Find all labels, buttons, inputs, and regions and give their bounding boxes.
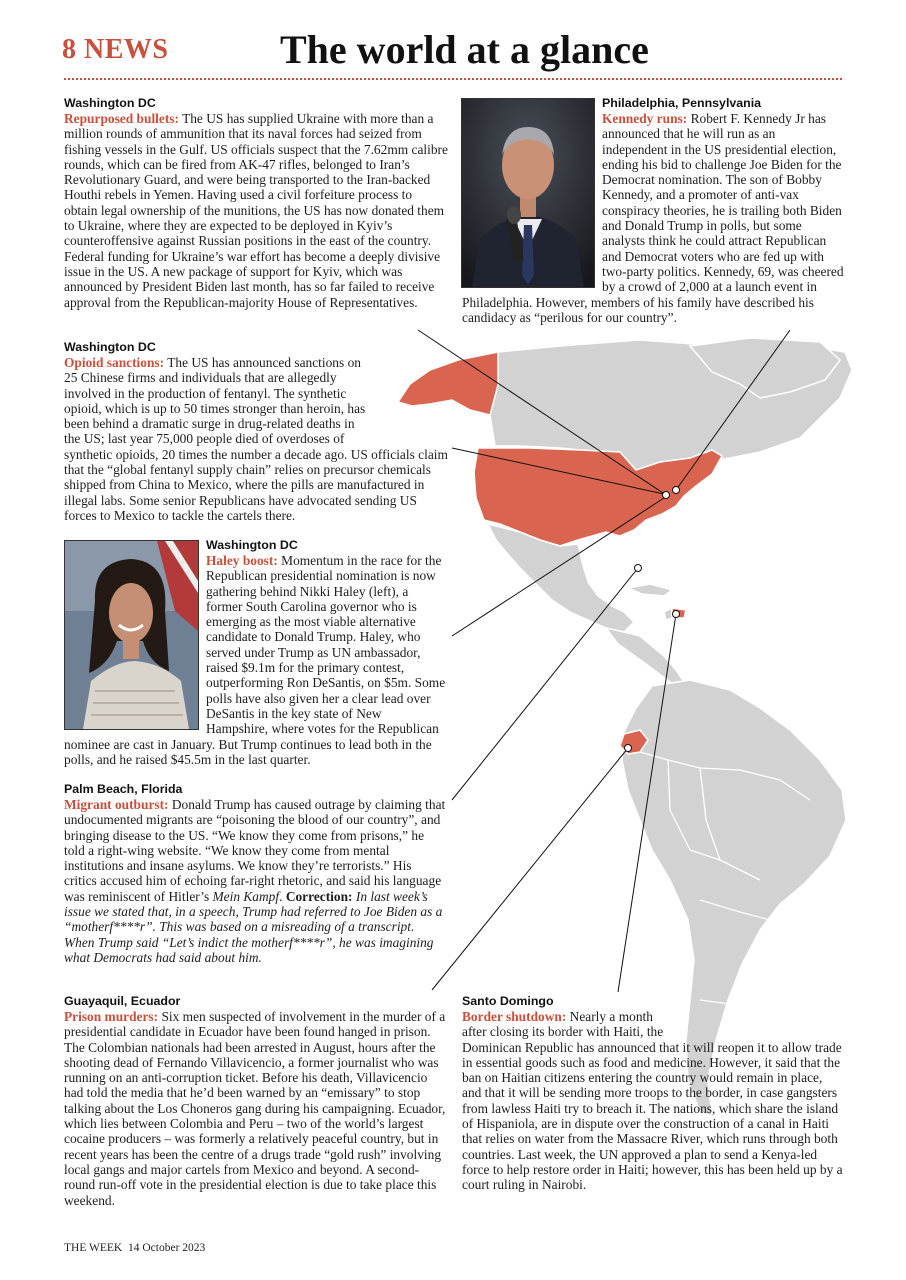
dateline: Washington DC	[64, 96, 156, 110]
story-body: Robert F. Kennedy Jr has announced that he will run as an independent in the US presidential election, ending his bid to challenge Joe Biden for the Democrat nomination. The son of Bobby Kennedy, and a promoter of anti-vax conspiracy theories, he is trailing both Biden and Donald Trump in polls, but some analysts think he could attract Republican and Democrat voters who are fed up with two-party politics. Kennedy, 69, was cheered by a crowd of 2,000 at a launch event in Philadelphia. However, members of his family have described his candidacy as “perilous for our country”.	[462, 111, 844, 325]
story-headline: Repurposed bullets:	[64, 111, 179, 126]
publication-name: THE WEEK	[64, 1242, 123, 1254]
story-headline: Migrant outburst:	[64, 797, 169, 812]
story-body: Nearly a month after closing its border with Haiti, the Dominican Republic has announced that it will reopen it to allow trade in essential goods such as food and medicine. However, it said that the ban on Haitian citizens entering the country would remain in place, and that it will be sending more troops to the border, in case gangsters from lawless Haiti try to breach it. The nations, which share the island of Hispaniola, are in dispute over the construction of a canal in Haiti that relies on water from the Massacre River, which runs through both countries. Last week, the UN approved a plan to send a Kenya-led force to help restore order in Haiti; however, this has been held up by a court ruling in Nairobi.	[462, 1009, 843, 1193]
story-headline: Border shutdown:	[462, 1009, 567, 1024]
story-prison-murders	[64, 994, 448, 1208]
section-label: 8 NEWS	[62, 34, 169, 65]
dateline: Washington DC	[64, 340, 156, 354]
story-body: Six men suspected of involvement in the murder of a presidential candidate in Ecuador have been found hanged in prison. The Colombian nationals had been arrested in August, hours after the shooting dead of Fernando Villavicencio, a former journalist who was running on an anti-corruption ticket. Before his death, Villavicencio had told the media that he’d been warned by an “emissary” to stop talking about the Los Choneros gang during his campaigning. Ecuador, which lies between Colombia and Peru – two of the world’s largest cocaine producers – was formerly a relatively peaceful country, but in recent years has been the centre of a drugs trade “gold rush” involving local gangs and major cartels from Mexico and beyond. A second-round run-off vote in the presidential election is due to take place this weekend.	[64, 1009, 446, 1208]
story-repurposed-bullets	[64, 96, 448, 310]
story-headline: Opioid sanctions:	[64, 355, 165, 370]
story-opioid-sanctions	[64, 340, 448, 523]
story-border-shutdown	[462, 994, 844, 1193]
story-kennedy-runs	[462, 96, 844, 325]
story-body: Momentum in the race for the Republican presidential nomination is now gathering behind Nikki Haley (left), a former South Carolina governor who is emerging as the most viable alternative candidate to Donald Trump. Haley, who served under Trump as UN ambassador, raised $9.1m for the primary contest, outperforming Ron DeSantis, on $5m. Some polls have also given her a clear lead over DeSantis in the key state of New Hampshire, where votes for the Republican nominee are cast in January. But Trump continues to lead both in the polls, and he raised $45.5m in the last quarter.	[64, 553, 446, 767]
issue-date: 14 October 2023	[127, 1242, 206, 1254]
story-headline: Prison murders:	[64, 1009, 159, 1024]
dateline: Washington DC	[206, 538, 298, 552]
correction-text: In last week’s issue we stated that, in a speech, Trump had referred to Joe Biden as a “motherf****r”. This was based on a misreading of a transcript. When Trump said “Let’s indict the motherf****r”, he was imagining what Democrats had said about him.	[64, 888, 443, 965]
dateline: Philadelphia, Pennsylvania	[602, 96, 762, 110]
dateline: Guayaquil, Ecuador	[64, 994, 181, 1008]
dateline: Palm Beach, Florida	[64, 782, 183, 796]
haiti-land	[664, 608, 672, 620]
page-title: The world at a glance	[280, 27, 649, 72]
story-headline: Haley boost:	[206, 553, 278, 568]
story-body: The US has announced sanctions on 25 Chinese firms and individuals that are allegedly involved in the production of fentanyl. The synthetic opioid, which is up to 50 times stronger than heroin, has been behind a dramatic surge in drug-related deaths in the US; last year 75,000 people died of overdoses of synthetic opioids, 20 times the number a decade ago. US officials claim that the “global fentanyl supply chain” relies on precursor chemicals shipped from China to Mexico, where the pills are manufactured in illegal labs. Some senior Republicans have advocated sending US forces to Mexico to tackle the cartels there.	[64, 355, 448, 523]
book-title: Mein Kampf	[212, 888, 280, 904]
story-haley-boost	[64, 538, 446, 767]
dateline: Santo Domingo	[462, 994, 554, 1008]
correction-label: Correction:	[285, 888, 353, 904]
story-body: Donald Trump has caused outrage by claiming that undocumented migrants are “poisoning the blood of our country”, and bringing disease to the US. “We know they come from prisons,” he told a right-wing website. “We know they come from mental institutions and insane asylums. We know they’re terrorists.” His critics accused him of echoing far-right rhetoric, and said his language was reminiscent of Hitler’s	[64, 797, 446, 904]
page-footer	[64, 1242, 205, 1254]
story-migrant-outburst: Palm Beach, Florida Migrant outburst: Donald Trump has caused outrage by claiming that undocumented migrants are “poisoning the blood of our country”, and bringing disease to the US. “We know they come from prisons,” he told a right-wing website. “We know they come from mental institutions and insane asylums. We know they’re terrorists.” His critics accused him of echoing far-right rhetoric, and said his language was reminiscent of Hitler’s Mein Kampf. Correction: In last week’s issue we stated that, in a speech, Trump had referred to Joe Biden as a “motherf****r”. This was based on a misreading of a transcript. When Trump said “Let’s indict the motherf****r”, he was imagining what Democrats had said about him.	[64, 782, 446, 965]
header-divider	[64, 78, 842, 80]
story-body: The US has supplied Ukraine with more than a million rounds of ammunition that its naval forces had seized from fishing vessels in the Gulf. US officials suspect that the 7.62mm calibre rounds, which can be fired from AK-47 rifles, belonged to Iran’s Revolutionary Guard, and were being transported to the Iran-backed Houthi rebels in Yemen. Having used a civil forfeiture process to obtain legal ownership of the munitions, the US has now donated them to Ukraine, where they are expected to be deployed in Kyiv’s counteroffensive against Russian positions in the east of the country. Federal funding for Ukraine’s war effort has become a deeply divisive issue in the US. A new package of support for Kyiv, which was announced by President Biden last month, has so far failed to receive approval from the Republican-majority House of Representatives.	[64, 111, 448, 310]
story-headline: Kennedy runs:	[602, 111, 688, 126]
cuba-land	[628, 584, 672, 596]
